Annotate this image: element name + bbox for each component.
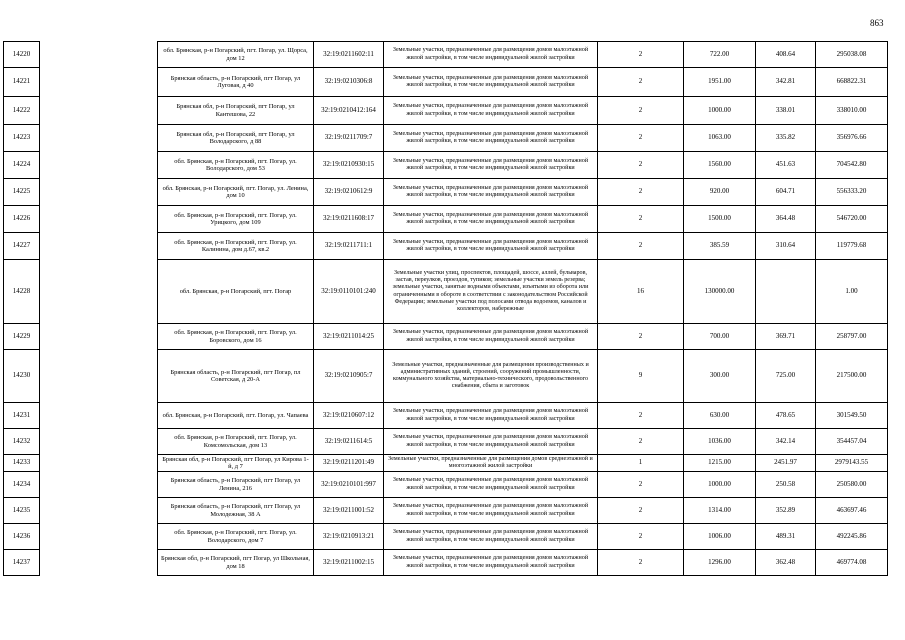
group-cell: 2 <box>598 97 684 125</box>
cadastral-value-cell: 704542.80 <box>816 152 888 179</box>
group-cell: 2 <box>598 68 684 97</box>
land-use-cell: Земельные участки, предназначенные для размещения домов малоэтажной жилой застройки, в том числе индивидуальной жилой застройки <box>384 97 598 125</box>
address-cell: Брянская обл, р-н Погарский, пгт Погар, ул Школьная, дом 18 <box>158 550 314 576</box>
cadastral-value-cell: 119779.68 <box>816 233 888 260</box>
cadastral-value-cell: 668822.31 <box>816 68 888 97</box>
table-row <box>4 179 888 206</box>
table-row <box>4 233 888 260</box>
specific-value-cell: 725.00 <box>756 350 816 403</box>
table-body <box>4 42 888 576</box>
cadastral-number-cell: 32:19:0211608:17 <box>314 206 384 233</box>
row-id-cell: 14221 <box>4 68 40 97</box>
group-cell: 2 <box>598 429 684 455</box>
cadastral-number-cell: 32:19:0210412:164 <box>314 97 384 125</box>
land-use-cell: Земельные участки, предназначенные для размещения домов малоэтажной жилой застройки, в том числе индивидуальной жилой застройки <box>384 524 598 550</box>
cadastral-value-table <box>3 41 888 576</box>
table-row <box>4 403 888 429</box>
group-cell: 2 <box>598 42 684 68</box>
spacer-cell <box>40 260 158 324</box>
address-cell: обл. Брянская, р-н Погарский, пгт. Погар, ул. Урицкого, дом 109 <box>158 206 314 233</box>
spacer-cell <box>40 97 158 125</box>
row-id-cell: 14229 <box>4 324 40 350</box>
group-cell: 1 <box>598 455 684 472</box>
group-cell: 9 <box>598 350 684 403</box>
cadastral-number-cell: 32:19:0211711:1 <box>314 233 384 260</box>
spacer-cell <box>40 550 158 576</box>
spacer-cell <box>40 42 158 68</box>
spacer-cell <box>40 455 158 472</box>
row-id-cell: 14235 <box>4 498 40 524</box>
land-use-cell: Земельные участки, предназначенные для размещения домов малоэтажной жилой застройки, в том числе индивидуальной жилой застройки <box>384 324 598 350</box>
land-use-cell: Земельные участки улиц, проспектов, площадей, шоссе, аллей, бульваров, застав, переулков, проездов, тупиков; земельные участки земель резерва; земельные участки, занятые водными объектами, изъятыми из оборота или ограниченными в обороте в соответствии с законодательством Российской Федерации; земельные участки под полосами отвода водоемов, каналов и коллекторов, набережные <box>384 260 598 324</box>
area-cell: 1296.00 <box>684 550 756 576</box>
specific-value-cell: 478.65 <box>756 403 816 429</box>
area-cell: 385.59 <box>684 233 756 260</box>
row-id-cell: 14227 <box>4 233 40 260</box>
row-id-cell: 14230 <box>4 350 40 403</box>
area-cell: 1560.00 <box>684 152 756 179</box>
cadastral-number-cell: 32:19:0210101:997 <box>314 472 384 498</box>
land-use-cell: Земельные участки, предназначенные для размещения домов малоэтажной жилой застройки, в том числе индивидуальной жилой застройки <box>384 550 598 576</box>
area-cell: 1314.00 <box>684 498 756 524</box>
spacer-cell <box>40 233 158 260</box>
address-cell: обл. Брянская, р-н Погарский, пгт. Погар, ул. Чапаева <box>158 403 314 429</box>
cadastral-number-cell: 32:19:0110101:240 <box>314 260 384 324</box>
area-cell: 630.00 <box>684 403 756 429</box>
spacer-cell <box>40 350 158 403</box>
address-cell: Брянская обл, р-н Погарский, пгт Погар, ул Володарского, д 88 <box>158 125 314 152</box>
specific-value-cell <box>756 260 816 324</box>
table-row <box>4 97 888 125</box>
row-id-cell: 14236 <box>4 524 40 550</box>
cadastral-value-cell: 463697.46 <box>816 498 888 524</box>
group-cell: 2 <box>598 152 684 179</box>
cadastral-number-cell: 32:19:0210905:7 <box>314 350 384 403</box>
specific-value-cell: 250.58 <box>756 472 816 498</box>
table-row <box>4 260 888 324</box>
table-row <box>4 472 888 498</box>
specific-value-cell: 362.48 <box>756 550 816 576</box>
specific-value-cell: 342.81 <box>756 68 816 97</box>
land-use-cell: Земельные участки, предназначенные для размещения домов малоэтажной жилой застройки, в том числе индивидуальной жилой застройки <box>384 42 598 68</box>
row-id-cell: 14231 <box>4 403 40 429</box>
cadastral-value-cell: 295038.08 <box>816 42 888 68</box>
area-cell: 1215.00 <box>684 455 756 472</box>
group-cell: 2 <box>598 403 684 429</box>
specific-value-cell: 338.01 <box>756 97 816 125</box>
row-id-cell: 14237 <box>4 550 40 576</box>
table-row <box>4 68 888 97</box>
row-id-cell: 14223 <box>4 125 40 152</box>
address-cell: Брянская область, р-н Погарский, пгт Погар, ул Луговая, д 40 <box>158 68 314 97</box>
table-row <box>4 152 888 179</box>
address-cell: обл. Брянская, р-н Погарский, пгт. Погар, ул. Боровского, дом 16 <box>158 324 314 350</box>
cadastral-number-cell: 32:19:0210930:15 <box>314 152 384 179</box>
table-row <box>4 206 888 233</box>
cadastral-number-cell: 32:19:0211201:49 <box>314 455 384 472</box>
cadastral-number-cell: 32:19:0211614:5 <box>314 429 384 455</box>
cadastral-number-cell: 32:19:0211709:7 <box>314 125 384 152</box>
area-cell: 1000.00 <box>684 97 756 125</box>
land-use-cell: Земельные участки, предназначенные для размещения производственных и административных зданий, строений, сооружений промышленности, коммунального хозяйства, материально-технического, продовольственного снабжения, сбыта и заготовок <box>384 350 598 403</box>
cadastral-number-cell: 32:19:0211014:25 <box>314 324 384 350</box>
table-row <box>4 350 888 403</box>
cadastral-value-cell: 556333.20 <box>816 179 888 206</box>
cadastral-number-cell: 32:19:0210913:21 <box>314 524 384 550</box>
spacer-cell <box>40 125 158 152</box>
spacer-cell <box>40 472 158 498</box>
group-cell: 2 <box>598 233 684 260</box>
address-cell: Брянская область, р-н Погарский, пгт Погар, ул Молодежная, 38 А <box>158 498 314 524</box>
specific-value-cell: 369.71 <box>756 324 816 350</box>
row-id-cell: 14233 <box>4 455 40 472</box>
land-use-cell: Земельные участки, предназначенные для размещения домов малоэтажной жилой застройки, в том числе индивидуальной жилой застройки <box>384 179 598 206</box>
table-row <box>4 429 888 455</box>
land-use-cell: Земельные участки, предназначенные для размещения домов малоэтажной жилой застройки, в том числе индивидуальной жилой застройки <box>384 429 598 455</box>
address-cell: обл. Брянская, р-н Погарский, пгт. Погар, ул. Володарского, дом 53 <box>158 152 314 179</box>
cadastral-value-cell: 546720.00 <box>816 206 888 233</box>
table-row <box>4 42 888 68</box>
land-use-cell: Земельные участки, предназначенные для размещения домов малоэтажной жилой застройки, в том числе индивидуальной жилой застройки <box>384 233 598 260</box>
cadastral-value-cell: 492245.86 <box>816 524 888 550</box>
spacer-cell <box>40 152 158 179</box>
address-cell: обл. Брянская, р-н Погарский, пгт. Погар, ул. Калинина, дом д.67, кв.2 <box>158 233 314 260</box>
spacer-cell <box>40 403 158 429</box>
area-cell: 1500.00 <box>684 206 756 233</box>
spacer-cell <box>40 206 158 233</box>
cadastral-number-cell: 32:19:0211602:11 <box>314 42 384 68</box>
group-cell: 2 <box>598 324 684 350</box>
cadastral-number-cell: 32:19:0211002:15 <box>314 550 384 576</box>
cadastral-number-cell: 32:19:0210306:8 <box>314 68 384 97</box>
specific-value-cell: 451.63 <box>756 152 816 179</box>
specific-value-cell: 310.64 <box>756 233 816 260</box>
table-row <box>4 324 888 350</box>
specific-value-cell: 335.82 <box>756 125 816 152</box>
cadastral-number-cell: 32:19:0210607:12 <box>314 403 384 429</box>
spacer-cell <box>40 179 158 206</box>
land-use-cell: Земельные участки, предназначенные для размещения домов среднеэтажной и многоэтажной жилой застройки <box>384 455 598 472</box>
row-id-cell: 14225 <box>4 179 40 206</box>
land-use-cell: Земельные участки, предназначенные для размещения домов малоэтажной жилой застройки, в том числе индивидуальной жилой застройки <box>384 68 598 97</box>
cadastral-value-cell: 338010.00 <box>816 97 888 125</box>
cadastral-value-cell: 356976.66 <box>816 125 888 152</box>
specific-value-cell: 408.64 <box>756 42 816 68</box>
land-use-cell: Земельные участки, предназначенные для размещения домов малоэтажной жилой застройки, в том числе индивидуальной жилой застройки <box>384 152 598 179</box>
address-cell: Брянская область, р-н Погарский, пгт Погар, пл Советская, д 20-А <box>158 350 314 403</box>
cadastral-value-cell: 258797.00 <box>816 324 888 350</box>
land-use-cell: Земельные участки, предназначенные для размещения домов малоэтажной жилой застройки, в том числе индивидуальной жилой застройки <box>384 403 598 429</box>
row-id-cell: 14228 <box>4 260 40 324</box>
address-cell: обл. Брянская, р-н Погарский, пгт. Погар, ул. Ленина, дом 10 <box>158 179 314 206</box>
group-cell: 2 <box>598 498 684 524</box>
address-cell: Брянская область, р-н Погарский, пгт Погар, ул Ленина, 216 <box>158 472 314 498</box>
spacer-cell <box>40 68 158 97</box>
specific-value-cell: 364.48 <box>756 206 816 233</box>
address-cell: обл. Брянская, р-н Погарский, пгт. Погар, ул. Комсомольская, дом 13 <box>158 429 314 455</box>
cadastral-value-cell: 250580.00 <box>816 472 888 498</box>
address-cell: обл. Брянская, р-н Погарский, пгт. Погар <box>158 260 314 324</box>
row-id-cell: 14226 <box>4 206 40 233</box>
row-id-cell: 14222 <box>4 97 40 125</box>
spacer-cell <box>40 429 158 455</box>
specific-value-cell: 489.31 <box>756 524 816 550</box>
address-cell: обл. Брянская, р-н Погарский, пгт. Погар, ул. Щорса, дом 12 <box>158 42 314 68</box>
area-cell: 1000.00 <box>684 472 756 498</box>
group-cell: 2 <box>598 206 684 233</box>
spacer-cell <box>40 324 158 350</box>
land-use-cell: Земельные участки, предназначенные для размещения домов малоэтажной жилой застройки, в том числе индивидуальной жилой застройки <box>384 472 598 498</box>
table-row <box>4 498 888 524</box>
area-cell: 722.00 <box>684 42 756 68</box>
group-cell: 2 <box>598 550 684 576</box>
land-use-cell: Земельные участки, предназначенные для размещения домов малоэтажной жилой застройки, в том числе индивидуальной жилой застройки <box>384 498 598 524</box>
cadastral-value-cell: 1.00 <box>816 260 888 324</box>
specific-value-cell: 352.89 <box>756 498 816 524</box>
area-cell: 700.00 <box>684 324 756 350</box>
row-id-cell: 14224 <box>4 152 40 179</box>
group-cell: 2 <box>598 524 684 550</box>
cadastral-number-cell: 32:19:0211001:52 <box>314 498 384 524</box>
group-cell: 2 <box>598 179 684 206</box>
area-cell: 130000.00 <box>684 260 756 324</box>
cadastral-value-cell: 469774.08 <box>816 550 888 576</box>
group-cell: 2 <box>598 472 684 498</box>
table-row <box>4 524 888 550</box>
area-cell: 300.00 <box>684 350 756 403</box>
cadastral-value-cell: 217500.00 <box>816 350 888 403</box>
cadastral-number-cell: 32:19:0210612:9 <box>314 179 384 206</box>
spacer-cell <box>40 498 158 524</box>
land-use-cell: Земельные участки, предназначенные для размещения домов малоэтажной жилой застройки, в том числе индивидуальной жилой застройки <box>384 206 598 233</box>
row-id-cell: 14234 <box>4 472 40 498</box>
land-use-cell: Земельные участки, предназначенные для размещения домов малоэтажной жилой застройки, в том числе индивидуальной жилой застройки <box>384 125 598 152</box>
page-number: 863 <box>870 18 884 28</box>
specific-value-cell: 604.71 <box>756 179 816 206</box>
area-cell: 1951.00 <box>684 68 756 97</box>
table-row <box>4 550 888 576</box>
table-row <box>4 455 888 472</box>
group-cell: 16 <box>598 260 684 324</box>
spacer-cell <box>40 524 158 550</box>
address-cell: обл. Брянская, р-н Погарский, пгт. Погар, ул. Володарского, дом 7 <box>158 524 314 550</box>
specific-value-cell: 2451.97 <box>756 455 816 472</box>
row-id-cell: 14220 <box>4 42 40 68</box>
group-cell: 2 <box>598 125 684 152</box>
area-cell: 1006.00 <box>684 524 756 550</box>
specific-value-cell: 342.14 <box>756 429 816 455</box>
area-cell: 920.00 <box>684 179 756 206</box>
cadastral-value-cell: 301549.50 <box>816 403 888 429</box>
row-id-cell: 14232 <box>4 429 40 455</box>
address-cell: Брянская обл, р-н Погарский, пгт Погар, ул Кантешова, 22 <box>158 97 314 125</box>
cadastral-value-cell: 2979143.55 <box>816 455 888 472</box>
cadastral-value-cell: 354457.04 <box>816 429 888 455</box>
address-cell: Брянская обл, р-н Погарский, пгт Погар, ул Кирова 1-й, д 7 <box>158 455 314 472</box>
area-cell: 1063.00 <box>684 125 756 152</box>
table-row <box>4 125 888 152</box>
area-cell: 1036.00 <box>684 429 756 455</box>
